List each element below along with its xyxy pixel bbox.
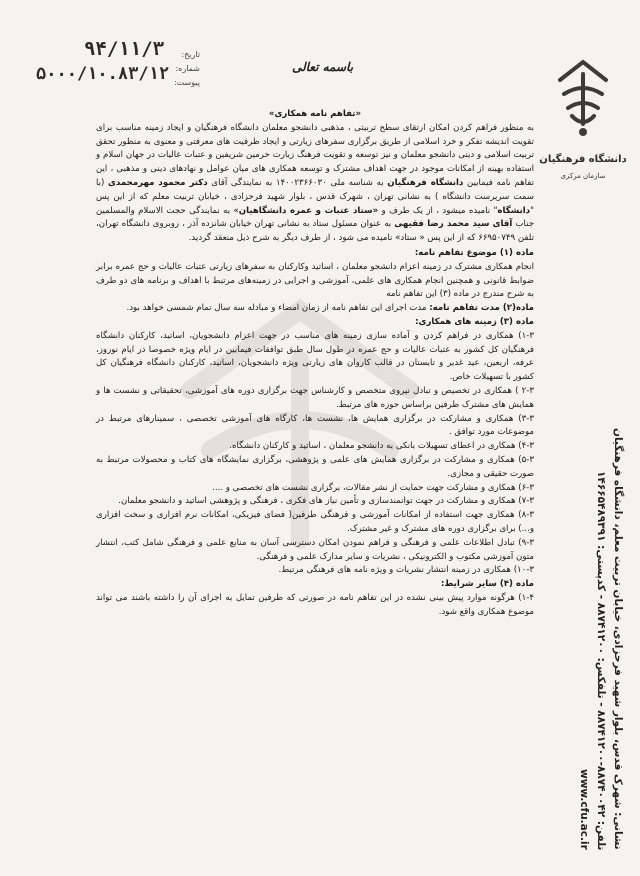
article3-item: ۸-۳) همکاری جهت استفاده از امکانات آموزشی و فرهنگی طرفین( فضای فیزیکی، امکانات نرم افزاری و سخت افزاری و...) برای برگزاری دوره های مشترک و غیر مشترک. [96, 510, 534, 534]
article3-item: ۱-۳) همکاری در فراهم کردن و آماده سازی زمینه های مناسب در جهت اعزام دانشجویان، اساتید، کارکنان دانشگاه فرهنگیان کل کشور به عتبات عالیات و حج عمره در طول سال طبق توافقات فیمابین در ایام ویژه خصوصا در ایام نوروز، عرفه، اربعین، عید غدیر و تابستان در قالب کاروان های زیارتی ویژه دانشجویان، اساتید، کارکنان دانشگاه فرهنگیان کل کشور با تسهیلات خاص. [96, 330, 534, 383]
party1-representative: دکتر محمود مهرمحمدی [108, 177, 208, 188]
article3-heading: ماده (۳) زمینه های همکاری: [415, 316, 534, 327]
address-strip [566, 280, 626, 850]
intro-text-3: (با سمت سرپرست دانشگاه ) به نشانی تهران ، شهرک قدس ، بلوار شهید فرحزادی ، خیابان تربیت معلم که از این پس " [96, 177, 535, 216]
attachment-label: پیوست: [173, 78, 200, 87]
article3-item: ۵-۳) همکاری و مشارکت در برگزاری همایش های علمی و پژوهشی، برگزاری نمایشگاه های کتاب و محصولات مرتبط به صورت حقیقی و مجازی. [96, 454, 534, 479]
party2-representative: آقای سید محمد رضا فقیهی [394, 219, 513, 230]
intro-paragraph [96, 122, 534, 246]
article2-paragraph [96, 302, 534, 316]
intro-text-2: به شناسه ملی ۱۴۰۰۲۳۶۶۰۳۰ به نمایندگی آقای [211, 177, 384, 188]
university-logo [539, 54, 627, 204]
agreement-body [96, 108, 534, 619]
intro-text-6: به عنوان مسئول ستاد به نشانی تهران خیابان شانزده آذر ، روبروی دانشگاه تهران، تلفن ۶۶۹۵۰۷۴۹ که از این پس « ستاد» نامیده می شود ، از طرف دیگر به شرح ذیل منعقد گردید. [96, 219, 534, 244]
address-line: نشانی: شهرک قدس، بلوار شهید فرحزادی، خیابان تربیت معلم، دانشگاه فرهنگیان [612, 428, 624, 850]
basmala-heading: باسمه تعالی [292, 60, 354, 74]
header-labels [160, 48, 200, 90]
date-value: ۹۴/۱۱/۳ [84, 38, 165, 60]
article3-item: ۱۰-۳) همکاری در زمینه انتشار نشریات و ویژه نامه های فرهنگی مرتبط. [278, 565, 534, 576]
party2-name: «ستاد عتبات و عمره دانشگاهیان [238, 205, 379, 216]
logo-subtitle: سازمان مرکزی [560, 172, 606, 180]
intro-text-1: به منظور فراهم کردن امکان ارتقای سطح تربیتی ، مذهبی دانشجو معلمان دانشگاه فرهنگیان و ایجاد زمینه مناسب برای تقویت اندیشه تفکر و خرد اسلامی از طریق برگزاری سفرهای زیارتی و ایجاد ظرفیت های معرفتی و معنوی به منظور تحقق تربیت اسلامی و دینی دانشجو معلمان و نیز توسعه و تقویت فرهنگ زیارت حرمین شریفین و عتبات عالیات در جهان اسلام و استفاده بهینه از امکانات موجود در جهت اهداف مشترک و توسعه همکاری های میان عوامل و نهادهای دینی و مذهبی ، این تفاهم نامه فیمابین [96, 122, 535, 188]
article3-item: ۲-۳ ) همکاری در تخصیص و تبادل نیروی متخصص و کارشناس جهت برگزاری دوره های آموزشی، تحقیقاتی و نشست ها و همایش های مشترک طرفین براساس حوزه های مرتبط. [96, 385, 534, 410]
article1-heading: ماده (۱) موضوع تفاهم نامه: [414, 247, 534, 258]
website-line: www.cfu.ac.ir [578, 769, 590, 850]
article4-text: ۱-۴) هرگونه موارد پیش بینی نشده در این تفاهم نامه در صورتی که طرفین تمایل به اجرای آن را داشته باشند می تواند موضوع همکاری واقع شود. [96, 592, 534, 617]
number-value: ۵۰۰۰/۱۰.۸۳/۱۲ [36, 64, 170, 84]
article1-text: انجام همکاری مشترک در زمینه اعزام دانشجو معلمان ، اساتید وکارکنان به سفرهای زیارتی عتبات عالیات و حج عمره برابر ضوابط قانونی و همچنین انجام همکاری های علمی، آموزشی و اجرایی در زمینه‌های مرتبط با اهداف و برنامه های دو طرف به شرح مندرج در ماده (۳) این تفاهم نامه [96, 261, 534, 300]
intro-text-4: " نامیده میشود ، از یک طرف و [381, 205, 498, 216]
party1-short-name: دانشگاه [497, 205, 531, 216]
party1-name: دانشگاه فرهنگیان [387, 177, 464, 188]
article3-item: ۶-۳) همکاری و مشارکت جهت حمایت از نشر مقالات، برگزاری نشست های تخصصی و .... [212, 482, 534, 493]
article3-item: ۹-۳) تبادل اطلاعات علمی و فرهنگی و فراهم نمودن امکان دسترسی آسان به منابع علمی و فرهنگی شامل کتب، انتشار متون آموزشی مکتوب و الکترونیکی ، نشریات و سایر مدارک علمی و فرهنگی. [96, 537, 534, 562]
phone-line: تلفن: ۸۸۷۴۰۰۴۲-۸۸۷۴۱۲۰۰ - تلفکس: ۸۸۷۴۱۲۰۰ - کدپستی: ۱۴۶۶۵۴۸۹۳۹۱ [595, 470, 607, 850]
number-label: شماره: [175, 64, 200, 73]
article4-heading: ماده (۴) سایر شرایط: [441, 579, 534, 590]
article3-item: ۷-۳) همکاری و مشارکت در جهت توانمندسازی و تأمین نیاز های فکری ، فرهنگی و پژوهشی اساتید و دانشجو معلمان. [118, 496, 534, 507]
article3-item: ۳-۳) همکاری و مشارکت در برگزاری همایش ها، نشست ها، کارگاه های آموزشی تخصصی ، سمینارهای مرتبط در موضوعات مورد توافق . [96, 413, 534, 438]
article3-item: ۴-۳) همکاری در اعطای تسهیلات بانکی به دانشجو معلمان ، اساتید و کارکنان دانشگاه. [229, 441, 534, 452]
logo-university-name: دانشگاه فرهنگیان [539, 154, 627, 165]
date-label: تاریخ: [181, 50, 200, 59]
intro-text-5: » به نمایندگی حجت الاسلام والمسلمین جناب [96, 205, 535, 230]
agreement-title: «تفاهم نامه همکاری» [268, 109, 362, 119]
article2-heading: ماده(۲) مدت تفاهم نامه: [429, 303, 534, 314]
article2-text: مدت اجرای این تفاهم نامه از زمان امضاء و مبادله سه سال تمام شمسی خواهد بود. [126, 303, 427, 314]
